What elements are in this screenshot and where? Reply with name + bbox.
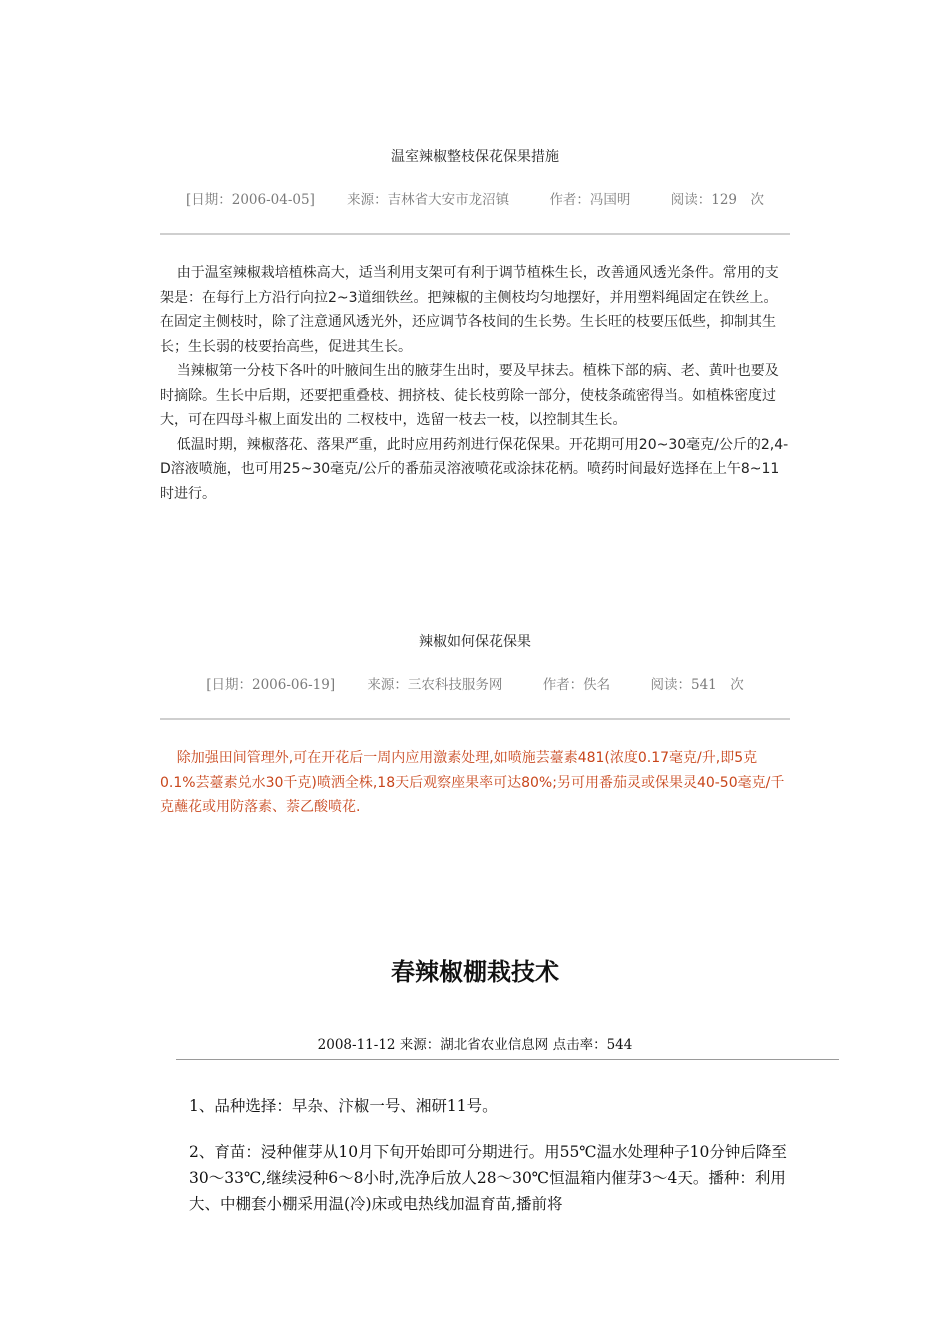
article2-divider xyxy=(160,718,790,720)
article3-divider xyxy=(176,1059,839,1060)
article1-title: 温室辣椒整枝保花保果措施 xyxy=(391,149,559,165)
article1-reads: 阅读：129 次 xyxy=(670,192,765,208)
article2-reads: 阅读：541 次 xyxy=(650,677,744,693)
article2-paragraph: 除加强田间管理外,可在开花后一周内应用激素处理,如喷施芸薹素481(浓度0.17毫克/升,即5克0.1%芸薹素兑水30千克)喷洒全株,18天后观察座果率可达80%;另可用番茄灵或保果灵40-50毫克/千克蘸花或用防落素、萘乙酸喷花. xyxy=(160,750,785,815)
article2-source: 来源：三农科技服务网 xyxy=(367,677,503,693)
article1-author: 作者：冯国明 xyxy=(549,192,631,208)
article3-item-varieties: 1、品种选择：早杂、汴椒一号、湘研11号。 xyxy=(189,1097,498,1115)
article2-body xyxy=(160,746,790,820)
article1-paragraph: 由于温室辣椒栽培植株高大，适当利用支架可有利于调节植株生长，改善通风透光条件。常用的支架是：在每行上方沿行向拉2~3道细铁丝。把辣椒的主侧枝均匀地摆好，并用塑料绳固定在铁丝上。在固定主侧枝时，除了注意通风透光外，还应调节各枝间的生长势。生长旺的枝要压低些，抑制其生长；生长弱的枝要抬高些，促进其生长。 xyxy=(160,265,779,355)
article2-date: [日期：2006-06-19] xyxy=(206,677,336,693)
article1-paragraph: 低温时期，辣椒落花、落果严重，此时应用药剂进行保花保果。开花期可用20~30毫克/公斤的2,4-D溶液喷施，也可用25~30毫克/公斤的番茄灵溶液喷花或涂抹花柄。喷药时间最好选择在上午8~11时进行。 xyxy=(160,436,789,502)
article1-date: [日期：2006-04-05] xyxy=(185,192,315,208)
article3-meta: 2008-11-12 来源：湖北省农业信息网 点击率：544 xyxy=(317,1037,633,1053)
article3-title: 春辣椒棚栽技术 xyxy=(391,958,559,986)
article1-divider xyxy=(160,233,790,235)
article1-paragraph: 当辣椒第一分枝下各叶的叶腋间生出的腋芽生出时，要及早抹去。植株下部的病、老、黄叶也要及时摘除。生长中后期，还要把重叠枝、拥挤枝、徒长枝剪除一部分，使枝条疏密得当。如植株密度过大，可在四母斗椒上面发出的 二杈枝中，选留一枝去一枝，以控制其生长。 xyxy=(160,363,779,428)
article3-body xyxy=(189,1093,789,1237)
article3-item-seedlings: 2、育苗：浸种催芽从10月下旬开始即可分期进行。用55℃温水处理种子10分钟后降至30～33℃,继续浸种6～8小时,洗净后放人28～30℃恒温箱内催芽3～4天。播种：利用大、中棚套小棚采用温(冷)床或电热线加温育苗,播前将 xyxy=(189,1143,787,1213)
article2-title: 辣椒如何保花保果 xyxy=(419,634,531,650)
article2-author: 作者：佚名 xyxy=(542,677,611,693)
article2-meta xyxy=(160,673,790,693)
article1-body xyxy=(160,261,790,506)
article1-source: 来源：吉林省大安市龙沼镇 xyxy=(347,192,510,208)
article1-meta xyxy=(160,188,790,208)
